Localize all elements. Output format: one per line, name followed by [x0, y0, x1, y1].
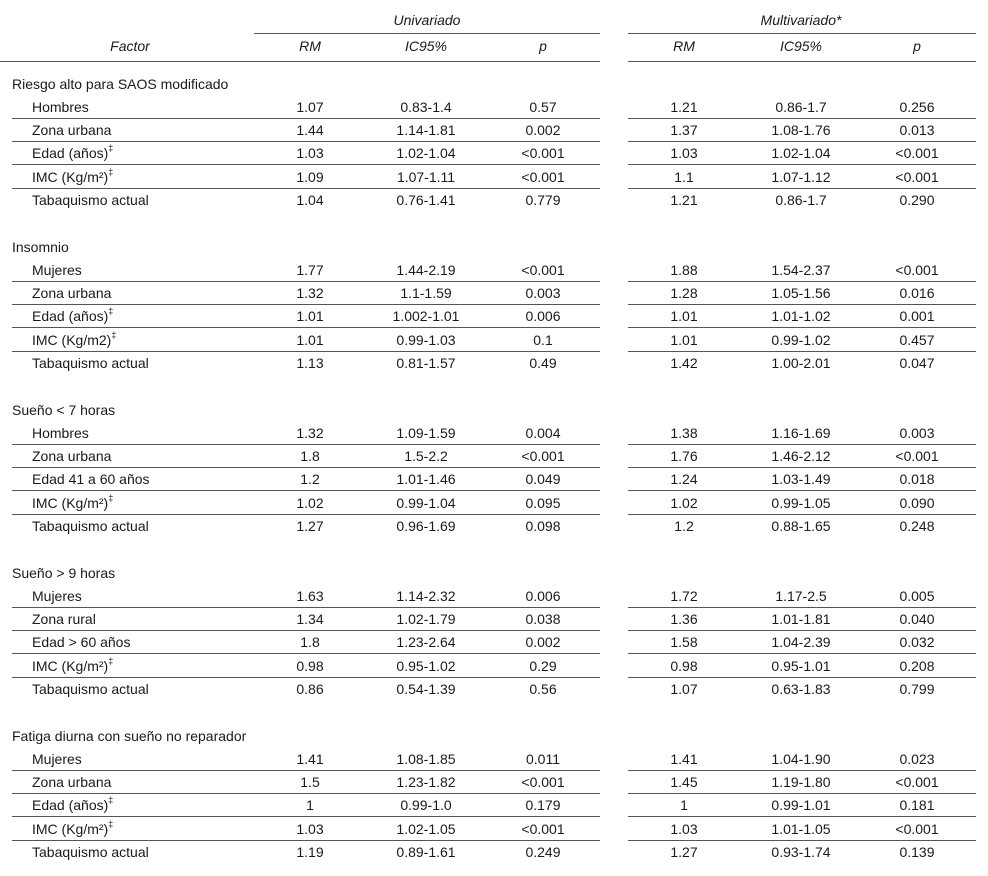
section-title: Sueño > 9 horas [12, 565, 116, 581]
row-factor [32, 332, 116, 348]
cell-m-ic: 1.19-1.80 [771, 774, 831, 790]
row-divider [628, 444, 976, 445]
row-divider [628, 490, 976, 491]
row-factor [32, 425, 89, 441]
cell-u-ic: 1.44-2.19 [396, 262, 456, 278]
col-header-p: p [913, 38, 921, 54]
factor-label: Mujeres [32, 588, 82, 604]
cell-u-ic: 1.07-1.11 [396, 169, 456, 185]
row-factor [32, 681, 149, 697]
cell-m-ic: 0.99-1.02 [771, 332, 831, 348]
cell-m-ic: 1.46-2.12 [771, 448, 831, 464]
cell-m-p: 0.208 [899, 658, 935, 674]
cell-m-rm: 1.76 [670, 448, 698, 464]
row-factor [32, 169, 113, 185]
row-divider [12, 444, 600, 445]
factor-label: Zona urbana [32, 285, 112, 301]
row-divider [12, 327, 600, 328]
row-divider [12, 630, 600, 631]
cell-m-ic: 0.63-1.83 [771, 681, 831, 697]
cell-m-rm: 1.45 [670, 774, 698, 790]
row-factor [32, 192, 149, 208]
cell-m-p: 0.016 [899, 285, 935, 301]
cell-u-rm: 1.63 [296, 588, 324, 604]
factor-label: Tabaquismo actual [32, 518, 149, 534]
row-divider [628, 327, 976, 328]
cell-m-rm: 1.24 [670, 471, 698, 487]
row-divider [628, 770, 976, 771]
cell-m-p: 0.040 [899, 611, 935, 627]
cell-u-ic: 1.09-1.59 [396, 425, 456, 441]
cell-u-ic: 1.14-1.81 [396, 122, 456, 138]
row-divider [628, 816, 976, 817]
col-header-u-ic: IC95% [404, 38, 448, 54]
cell-u-ic: 0.99-1.03 [396, 332, 456, 348]
factor-label: Zona urbana [32, 448, 112, 464]
factor-label: Tabaquismo actual [32, 681, 149, 697]
cell-u-p: 0.002 [525, 634, 561, 650]
cell-m-p: 0.181 [899, 797, 935, 813]
row-factor [32, 518, 149, 534]
cell-u-rm: 1.77 [296, 262, 324, 278]
col-header-u-rm: RM [299, 38, 321, 54]
cell-u-p: <0.001 [521, 774, 565, 790]
cell-m-p: 0.799 [899, 681, 935, 697]
row-factor [32, 448, 111, 464]
row-factor [32, 588, 82, 604]
cell-m-ic: 1.03-1.49 [771, 471, 831, 487]
cell-u-ic: 1.1-1.59 [400, 285, 452, 301]
row-divider [12, 188, 600, 189]
cell-u-p: <0.001 [521, 821, 565, 837]
row-divider [12, 281, 600, 282]
cell-u-ic: 0.96-1.69 [396, 518, 456, 534]
footnote-marker: ‡ [111, 330, 117, 341]
cell-u-rm: 1.32 [296, 285, 324, 301]
cell-u-ic: 1.02-1.79 [396, 611, 456, 627]
row-divider [12, 793, 600, 794]
univariado-rule [254, 33, 600, 34]
cell-m-ic: 0.99-1.01 [771, 797, 831, 813]
cell-u-rm: 1.09 [296, 169, 324, 185]
cell-m-p: 0.005 [899, 588, 935, 604]
cell-m-rm: 1.07 [670, 681, 698, 697]
cell-u-ic: 0.89-1.61 [396, 844, 456, 860]
row-factor [32, 751, 82, 767]
row-divider [628, 281, 976, 282]
col-header-m-ic: IC95% [779, 38, 823, 54]
cell-u-p: 0.249 [525, 844, 561, 860]
cell-m-rm: 0.98 [670, 658, 698, 674]
cell-m-ic: 0.93-1.74 [771, 844, 831, 860]
cell-m-p: 0.018 [899, 471, 935, 487]
cell-u-p: 0.56 [529, 681, 557, 697]
cell-u-rm: 1.27 [296, 518, 324, 534]
row-factor [32, 122, 111, 138]
cell-u-ic: 0.54-1.39 [396, 681, 456, 697]
section-title: Sueño < 7 horas [12, 402, 116, 418]
row-factor [32, 611, 96, 627]
cell-u-rm: 1.2 [300, 471, 320, 487]
row-factor [32, 658, 113, 674]
cell-m-p: <0.001 [895, 145, 939, 161]
row-divider [12, 840, 600, 841]
cell-m-p: 0.457 [899, 332, 935, 348]
row-factor [32, 495, 113, 511]
cell-m-p: 0.090 [899, 495, 935, 511]
footnote-marker: ‡ [108, 493, 114, 504]
row-divider [628, 304, 976, 305]
cell-m-p: 0.139 [899, 844, 935, 860]
cell-m-p: 0.023 [899, 751, 935, 767]
cell-m-ic: 1.00-2.01 [771, 355, 831, 371]
cell-m-ic: 1.17-2.5 [775, 588, 827, 604]
row-factor [32, 471, 150, 487]
cell-m-rm: 1.88 [670, 262, 698, 278]
cell-m-rm: 1.21 [670, 99, 698, 115]
section-title: Fatiga diurna con sueño no reparador [12, 728, 247, 744]
cell-m-ic: 1.08-1.76 [771, 122, 831, 138]
cell-u-p: 0.006 [525, 308, 561, 324]
footnote-marker: ‡ [108, 143, 114, 154]
cell-m-p: 0.013 [899, 122, 935, 138]
cell-m-rm: 1.38 [670, 425, 698, 441]
cell-m-rm: 1.58 [670, 634, 698, 650]
cell-u-rm: 1.01 [296, 308, 324, 324]
row-divider [12, 164, 600, 165]
cell-m-p: <0.001 [895, 774, 939, 790]
row-divider [12, 770, 600, 771]
row-factor [32, 821, 113, 837]
cell-u-rm: 1.01 [296, 332, 324, 348]
cell-u-p: <0.001 [521, 448, 565, 464]
cell-u-rm: 1.41 [296, 751, 324, 767]
row-divider [628, 653, 976, 654]
cell-u-rm: 1 [306, 797, 314, 813]
row-factor [32, 99, 89, 115]
cell-m-p: 0.290 [899, 192, 935, 208]
cell-m-p: 0.047 [899, 355, 935, 371]
cell-m-rm: 1.41 [670, 751, 698, 767]
col-header-m-rm: RM [673, 38, 695, 54]
cell-m-p: 0.032 [899, 634, 935, 650]
factor-label: Mujeres [32, 262, 82, 278]
row-factor [32, 285, 111, 301]
row-divider [628, 467, 976, 468]
cell-m-ic: 1.04-1.90 [771, 751, 831, 767]
row-divider [12, 467, 600, 468]
factor-label: Edad (años) [32, 308, 109, 324]
row-divider [628, 630, 976, 631]
cell-m-ic: 1.07-1.12 [771, 169, 831, 185]
cell-m-p: <0.001 [895, 262, 939, 278]
group-univariado-label: Univariado [393, 12, 461, 28]
footnote-marker: ‡ [108, 656, 114, 667]
factor-label: IMC (Kg/m²) [32, 495, 109, 511]
row-divider [628, 677, 976, 678]
cell-u-rm: 1.07 [296, 99, 324, 115]
row-divider [628, 351, 976, 352]
factor-label: Hombres [32, 99, 89, 115]
row-divider [12, 653, 600, 654]
footnote-marker: ‡ [108, 819, 114, 830]
cell-m-rm: 1.01 [670, 308, 698, 324]
cell-u-rm: 1.02 [296, 495, 324, 511]
factor-label: Hombres [32, 425, 89, 441]
cell-u-p: 0.004 [525, 425, 561, 441]
cell-m-ic: 1.01-1.02 [771, 308, 831, 324]
factor-label: Edad 41 a 60 años [32, 471, 150, 487]
cell-m-rm: 1.21 [670, 192, 698, 208]
cell-m-rm: 1.42 [670, 355, 698, 371]
row-divider [628, 607, 976, 608]
cell-u-rm: 1.04 [296, 192, 324, 208]
group-multivariado-label: Multivariado* [760, 12, 842, 28]
cell-u-ic: 1.002-1.01 [392, 308, 460, 324]
row-divider [628, 840, 976, 841]
cell-m-p: <0.001 [895, 448, 939, 464]
row-divider [12, 816, 600, 817]
cell-u-ic: 0.95-1.02 [396, 658, 456, 674]
cell-m-rm: 1 [680, 797, 688, 813]
cell-m-rm: 1.03 [670, 821, 698, 837]
cell-u-ic: 0.81-1.57 [396, 355, 456, 371]
cell-u-ic: 0.99-1.0 [400, 797, 452, 813]
cell-u-p: <0.001 [521, 262, 565, 278]
row-factor [32, 262, 82, 278]
cell-m-rm: 1.03 [670, 145, 698, 161]
cell-m-rm: 1.2 [674, 518, 694, 534]
cell-m-ic: 1.05-1.56 [771, 285, 831, 301]
cell-m-ic: 0.88-1.65 [771, 518, 831, 534]
section-title: Insomnio [12, 239, 69, 255]
cell-u-p: 0.006 [525, 588, 561, 604]
cell-m-p: 0.248 [899, 518, 935, 534]
cell-u-ic: 1.08-1.85 [396, 751, 456, 767]
row-divider [12, 351, 600, 352]
factor-label: Edad (años) [32, 145, 109, 161]
cell-u-rm: 1.32 [296, 425, 324, 441]
cell-u-ic: 1.23-2.64 [396, 634, 456, 650]
row-divider [628, 141, 976, 142]
row-factor [32, 355, 149, 371]
cell-u-p: 0.011 [526, 751, 560, 767]
col-header-factor: Factor [110, 38, 150, 54]
cell-m-p: <0.001 [895, 821, 939, 837]
cell-u-rm: 0.98 [296, 658, 324, 674]
cell-m-ic: 0.99-1.05 [771, 495, 831, 511]
cell-u-ic: 1.01-1.46 [396, 471, 456, 487]
row-divider [12, 118, 600, 119]
cell-m-rm: 1.72 [670, 588, 698, 604]
row-divider [628, 793, 976, 794]
row-factor [32, 145, 113, 161]
factor-label: IMC (Kg/m²) [32, 169, 109, 185]
row-divider [12, 304, 600, 305]
cell-u-ic: 0.99-1.04 [396, 495, 456, 511]
header-rule-left [0, 61, 600, 62]
row-divider [12, 607, 600, 608]
cell-u-p: <0.001 [521, 145, 565, 161]
cell-m-rm: 1.1 [674, 169, 694, 185]
cell-m-ic: 1.04-2.39 [771, 634, 831, 650]
cell-u-p: 0.1 [533, 332, 553, 348]
factor-label: Tabaquismo actual [32, 192, 149, 208]
cell-u-p: 0.098 [525, 518, 561, 534]
row-factor [32, 634, 130, 650]
row-factor [32, 797, 113, 813]
cell-u-ic: 1.02-1.04 [396, 145, 456, 161]
cell-u-ic: 1.14-2.32 [396, 588, 456, 604]
factor-label: IMC (Kg/m²) [32, 821, 109, 837]
cell-m-rm: 1.28 [670, 285, 698, 301]
row-divider [12, 490, 600, 491]
row-divider [628, 188, 976, 189]
cell-u-ic: 0.76-1.41 [396, 192, 456, 208]
cell-m-ic: 0.86-1.7 [775, 192, 827, 208]
footnote-marker: ‡ [108, 795, 114, 806]
cell-u-p: 0.049 [525, 471, 561, 487]
row-divider [628, 164, 976, 165]
cell-m-rm: 1.36 [670, 611, 698, 627]
cell-u-ic: 1.23-1.82 [396, 774, 456, 790]
row-divider [628, 514, 976, 515]
cell-m-ic: 0.95-1.01 [771, 658, 831, 674]
cell-u-p: 0.002 [525, 122, 561, 138]
cell-m-p: 0.256 [899, 99, 935, 115]
cell-u-ic: 1.5-2.2 [404, 448, 448, 464]
cell-m-rm: 1.02 [670, 495, 698, 511]
cell-u-rm: 1.34 [296, 611, 324, 627]
cell-u-p: <0.001 [521, 169, 565, 185]
row-factor [32, 308, 113, 324]
row-divider [12, 514, 600, 515]
factor-label: Tabaquismo actual [32, 844, 149, 860]
row-divider [12, 677, 600, 678]
section-title: Riesgo alto para SAOS modificado [12, 76, 229, 92]
factor-label: Zona rural [32, 611, 96, 627]
cell-m-ic: 1.01-1.05 [771, 821, 831, 837]
cell-m-p: <0.001 [895, 169, 939, 185]
cell-u-p: 0.779 [525, 192, 561, 208]
multivariado-rule [628, 33, 976, 34]
factor-label: Tabaquismo actual [32, 355, 149, 371]
cell-u-p: 0.179 [525, 797, 561, 813]
cell-m-p: 0.003 [899, 425, 935, 441]
cell-u-p: 0.49 [529, 355, 557, 371]
cell-u-p: 0.003 [525, 285, 561, 301]
cell-u-p: 0.29 [529, 658, 557, 674]
factor-label: Mujeres [32, 751, 82, 767]
cell-u-rm: 1.8 [300, 634, 320, 650]
cell-m-rm: 1.27 [670, 844, 698, 860]
cell-u-rm: 1.8 [300, 448, 320, 464]
row-factor [32, 774, 111, 790]
factor-label: Edad > 60 años [32, 634, 131, 650]
cell-u-rm: 1.5 [300, 774, 320, 790]
row-divider [12, 141, 600, 142]
cell-u-rm: 1.03 [296, 145, 324, 161]
footnote-marker: ‡ [108, 167, 114, 178]
cell-u-ic: 1.02-1.05 [396, 821, 456, 837]
cell-u-rm: 1.13 [296, 355, 324, 371]
cell-m-p: 0.001 [899, 308, 935, 324]
factor-label: IMC (Kg/m²) [32, 658, 109, 674]
cell-u-rm: 1.19 [296, 844, 324, 860]
cell-u-rm: 0.86 [296, 681, 324, 697]
cell-m-ic: 1.01-1.81 [771, 611, 831, 627]
cell-m-ic: 1.54-2.37 [771, 262, 831, 278]
row-divider [628, 118, 976, 119]
cell-m-ic: 0.86-1.7 [775, 99, 827, 115]
factor-label: Zona urbana [32, 774, 112, 790]
factor-label: Zona urbana [32, 122, 112, 138]
cell-u-rm: 1.44 [296, 122, 324, 138]
col-header-u-p: p [539, 38, 547, 54]
cell-u-p: 0.038 [525, 611, 561, 627]
row-factor [32, 844, 149, 860]
header-rule-right [628, 61, 976, 62]
cell-m-rm: 1.37 [670, 122, 698, 138]
cell-u-rm: 1.03 [296, 821, 324, 837]
footnote-marker: ‡ [108, 306, 114, 317]
cell-u-p: 0.095 [525, 495, 561, 511]
cell-u-p: 0.57 [529, 99, 557, 115]
factor-label: IMC (Kg/m2) [32, 332, 112, 348]
cell-m-ic: 1.02-1.04 [771, 145, 831, 161]
cell-u-ic: 0.83-1.4 [400, 99, 452, 115]
cell-m-rm: 1.01 [670, 332, 698, 348]
cell-m-ic: 1.16-1.69 [771, 425, 831, 441]
factor-label: Edad (años) [32, 797, 109, 813]
